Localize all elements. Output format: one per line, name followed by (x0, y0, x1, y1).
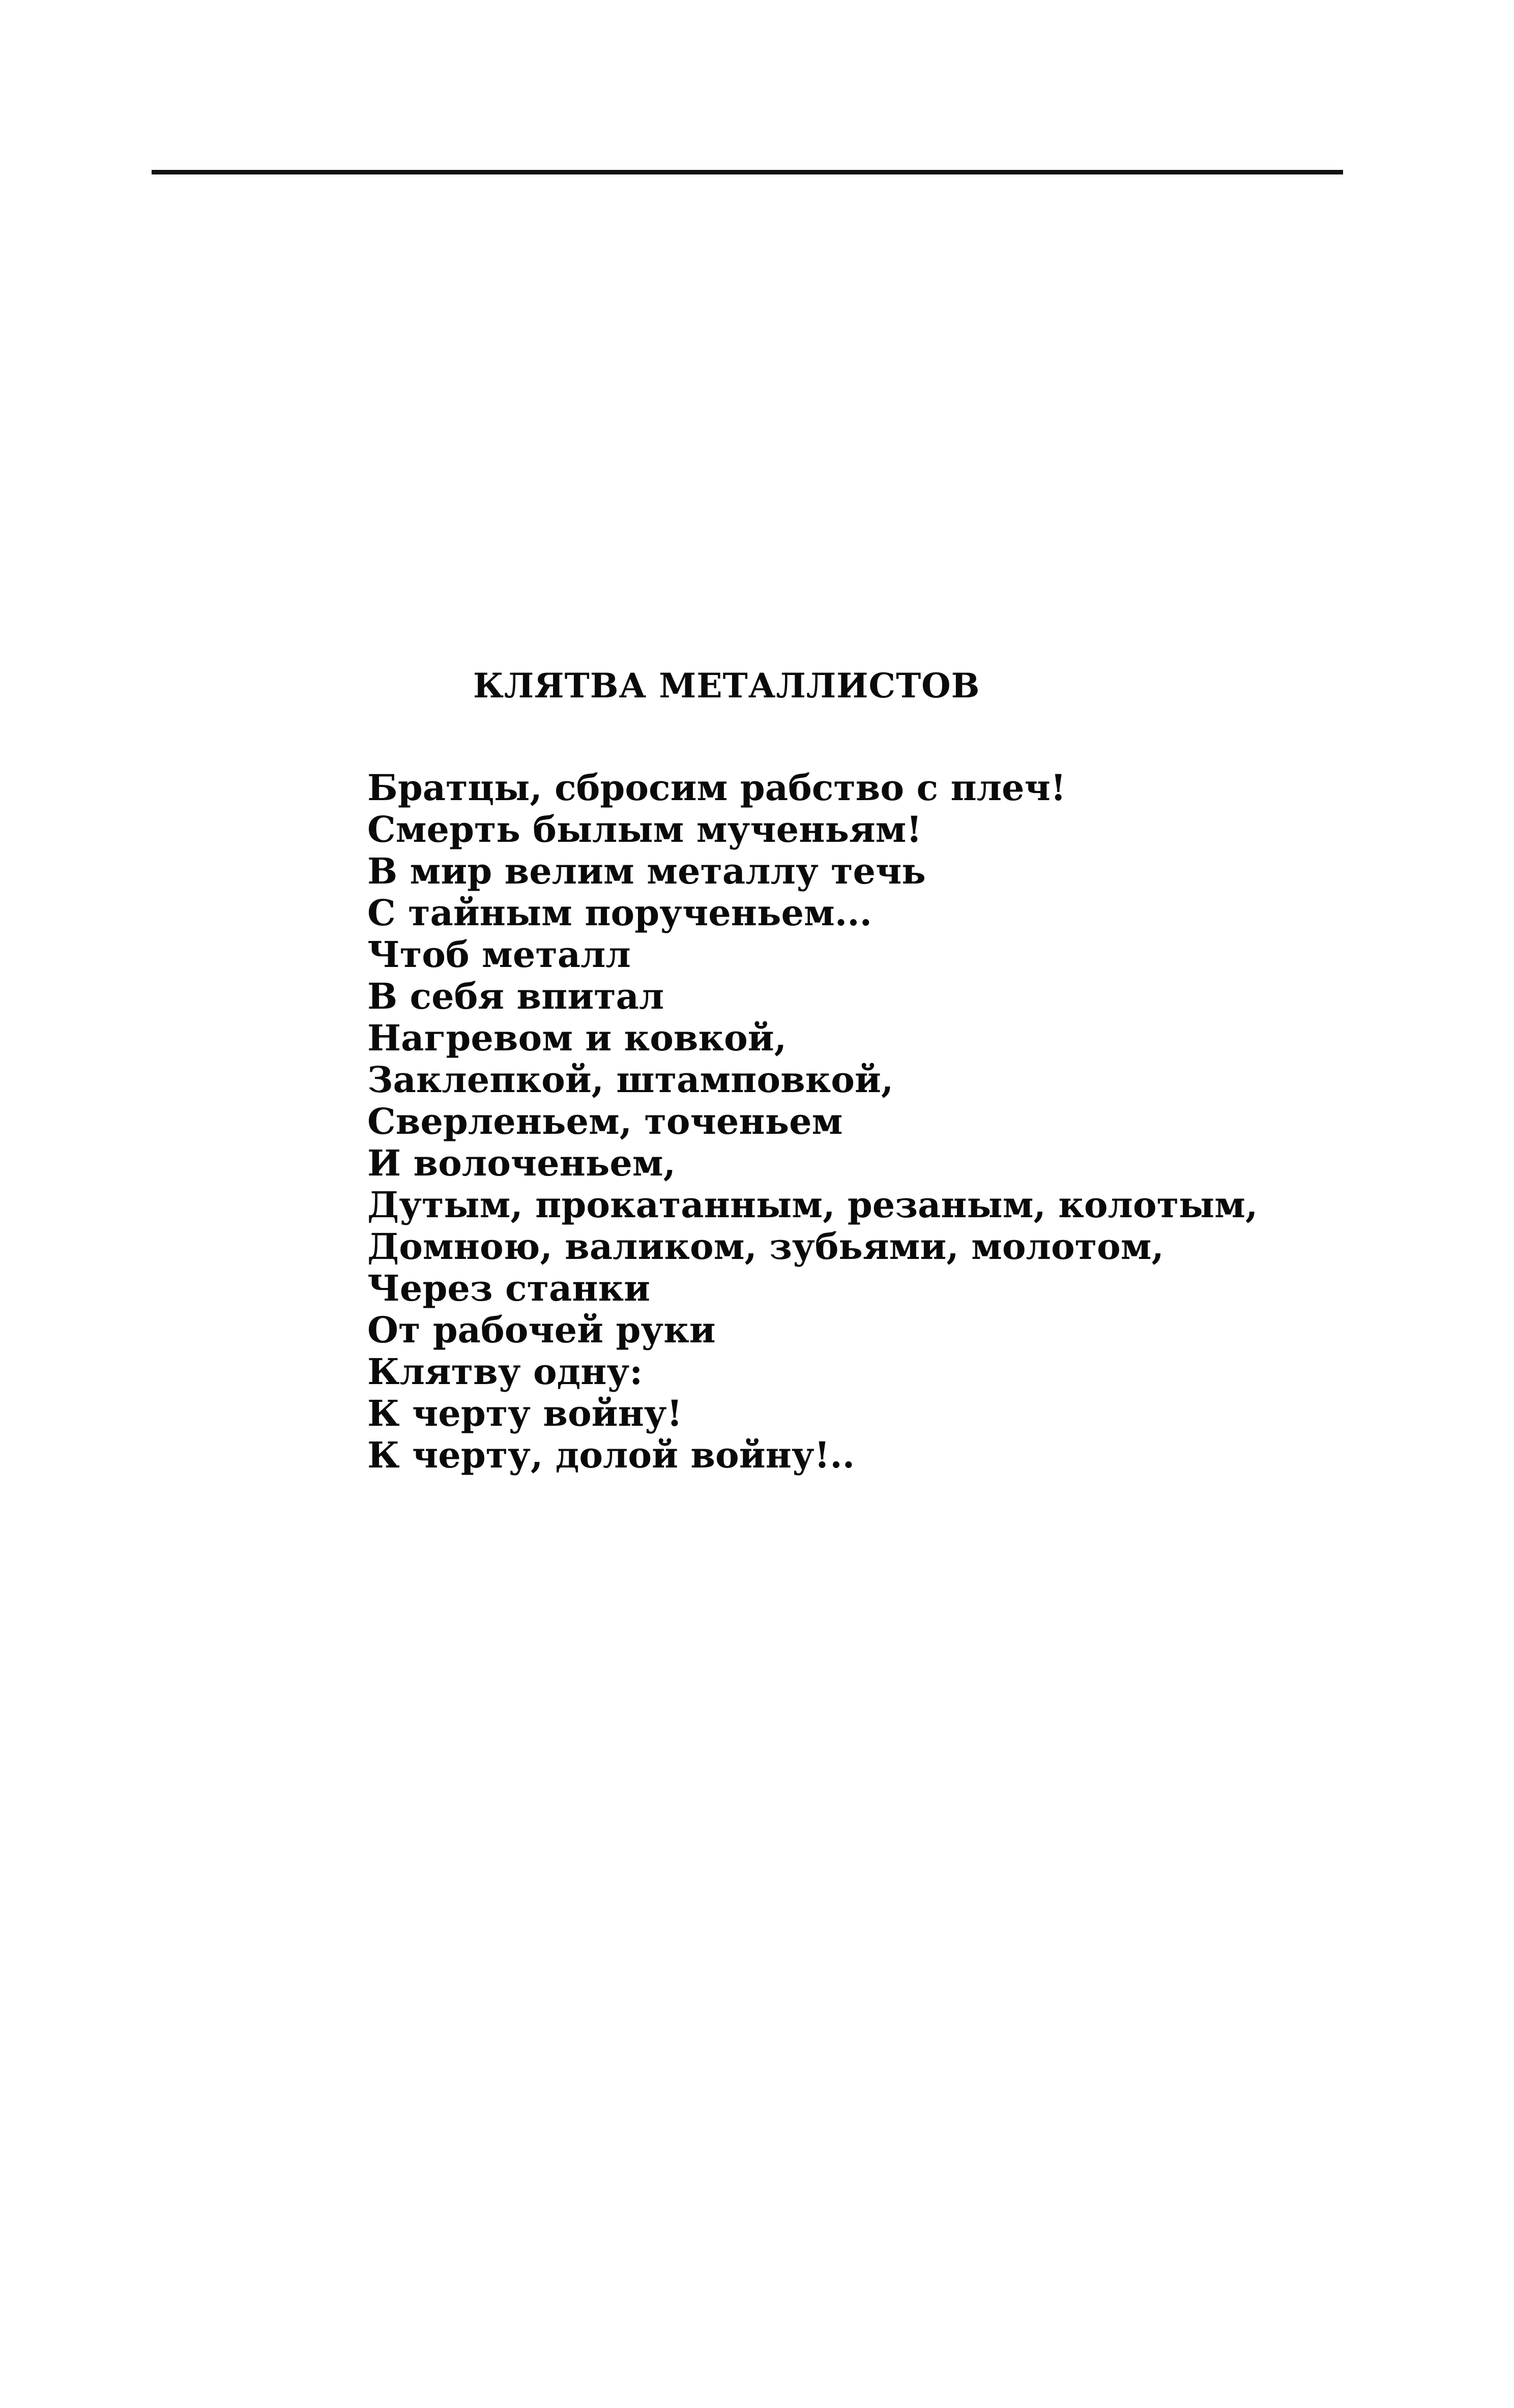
poem-line: Дутым, прокатанным, резаным, колотым, (367, 1184, 1258, 1226)
poem-line: Смерть былым мученьям! (367, 808, 922, 850)
poem-title: КЛЯТВА МЕТАЛЛИСТОВ (473, 666, 980, 706)
poem-line: Домною, валиком, зубьями, молотом, (367, 1225, 1164, 1268)
poem-line: Чтоб металл (367, 933, 631, 976)
poem-line: С тайным порученьем... (367, 892, 872, 934)
poem-line: Братцы, сбросим рабство с плеч! (367, 767, 1066, 809)
poem-line: Клятву одну: (367, 1350, 643, 1393)
header-rule (152, 170, 1343, 174)
poem-body (367, 767, 1334, 1476)
poem-line: Нагревом и ковкой, (367, 1017, 787, 1059)
poem-line: Заклепкой, штамповкой, (367, 1059, 894, 1101)
poem-line: Через станки (367, 1267, 651, 1309)
poem-line: К черту войну! (367, 1392, 683, 1434)
poem-line: Сверленьем, точеньем (367, 1100, 843, 1142)
poem-line: К черту, долой войну!.. (367, 1434, 855, 1476)
poem-line: В себя впитал (367, 975, 664, 1017)
poem-line: От рабочей руки (367, 1309, 716, 1351)
poem-line: И волоченьем, (367, 1142, 676, 1184)
poem-line: В мир велим металлу течь (367, 850, 926, 892)
